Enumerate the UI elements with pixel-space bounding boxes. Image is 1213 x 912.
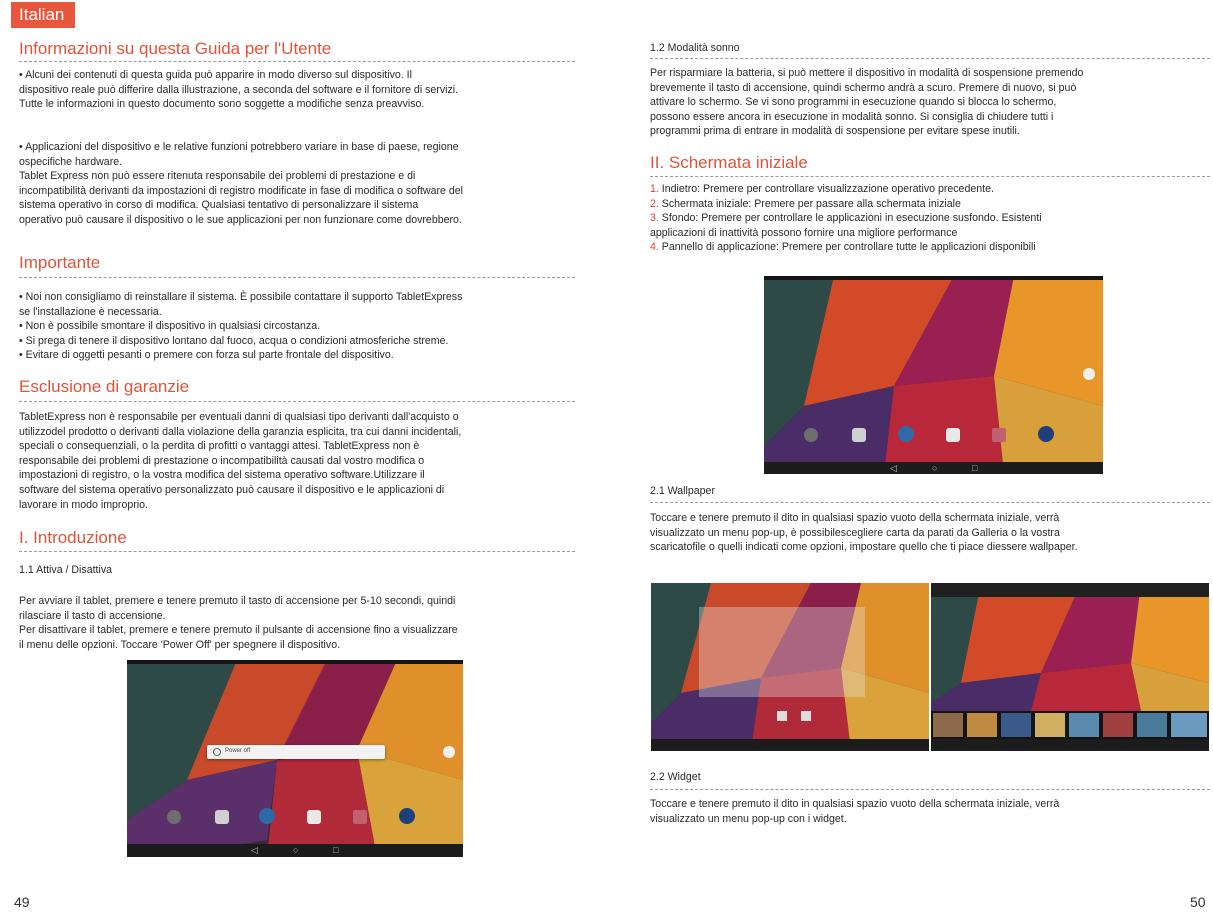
paragraph-widget: Toccare e tenere premuto il dito in qualsiasi spazio vuoto della schermata iniziale, verrà visualizzato un menu pop-up con i widget.: [650, 798, 1060, 825]
apps-button[interactable]: [443, 746, 455, 758]
power-icon: [213, 748, 221, 756]
divider: [650, 502, 1210, 503]
power-off-label: Power off: [225, 748, 251, 754]
home-icon[interactable]: ○: [293, 845, 299, 855]
list-item: 4. Pannello di applicazione: Premere per controllare tutte le applicazioni disponibili: [650, 241, 1036, 254]
camera-icon[interactable]: [852, 428, 866, 442]
section-title-guide: Informazioni su questa Guida per l'Utente: [19, 39, 332, 58]
list-item: 3. Sfondo: Premere per controllare le applicazioni in esecuzione susfondo. Esistenti: [650, 212, 1042, 225]
browser-icon[interactable]: [898, 426, 914, 442]
wallpaper-image: [931, 583, 1209, 751]
divider: [19, 551, 575, 552]
clock-icon[interactable]: [399, 808, 415, 824]
play-store-icon[interactable]: [307, 810, 321, 824]
apps-button[interactable]: [1083, 368, 1095, 380]
section-title-intro: I. Introduzione: [19, 528, 127, 547]
home-icon[interactable]: ○: [932, 463, 938, 473]
paragraph-wallpaper: Toccare e tenere premuto il dito in qualsiasi spazio vuoto della schermata iniziale, verrà visualizzato un menu pop-up, è possibilescegliere carta da parati da Galleria o la vostra scaricatofile o quelli indicati come opzioni, impostare quello che ti piace diessere wallpaper.: [650, 512, 1078, 554]
subsection-title-sleep: 1.2 Modalità sonno: [650, 42, 740, 54]
language-tab: Italian: [11, 2, 75, 28]
back-icon[interactable]: ◁: [251, 845, 258, 855]
page-number-left: 49: [14, 894, 30, 910]
list-item: applicazioni di inattività possono fornire una migliore performance: [650, 226, 958, 239]
recent-apps-icon[interactable]: □: [333, 845, 339, 855]
power-off-dialog[interactable]: [207, 745, 385, 759]
wallpaper-image: [764, 276, 1103, 474]
divider: [19, 401, 575, 402]
paragraph-guide-1: • Alcuni dei contenuti di questa guida può apparire in modo diverso sul dispositivo. Il dispositivo reale può differire dalla illustrazione, a seconda del software e il fornitore di servizi. Tutte le informazioni in questo documento sono soggette a modifiche senza preavviso.: [19, 69, 459, 111]
home-list: [650, 182, 1042, 255]
divider: [650, 789, 1210, 790]
tablet-screenshot-wallpaper-menu: [651, 583, 929, 751]
paragraph-guide-2: • Applicazioni del dispositivo e le relative funzioni potrebbero variare in base di paese, regione ospecifiche hardware. Tablet Express non può essere ritenuta responsabile dei problemi di prestazione e di incompatibilità derivanti da impostazioni di registro modificate in fase di modifica o software del sistema operativo in corso di modifica. Qualsiasi tentativo di personalizzare il sistema operativo può causare il dispositivo o le sue applicazioni per non funzionare come dovrebbero.: [19, 141, 463, 226]
gallery-icon[interactable]: [353, 810, 367, 824]
list-item: 1. Indietro: Premere per controllare visualizzazione operativo precedente.: [650, 183, 994, 195]
divider: [650, 176, 1210, 177]
tablet-screenshot-power-off: [127, 660, 463, 857]
wallpaper-image: [651, 583, 929, 751]
tablet-screenshot-home: [764, 276, 1103, 474]
play-store-icon[interactable]: [946, 428, 960, 442]
subsection-title-widget: 2.2 Widget: [650, 771, 701, 783]
wallpapers-option-icon[interactable]: [777, 711, 787, 721]
settings-icon[interactable]: [804, 428, 818, 442]
widgets-option-icon[interactable]: [801, 711, 811, 721]
recent-apps-icon[interactable]: □: [972, 463, 978, 473]
clock-icon[interactable]: [1038, 426, 1054, 442]
section-title-warranty: Esclusione di garanzie: [19, 377, 190, 396]
paragraph-warranty: TabletExpress non è responsabile per eventuali danni di qualsiasi tipo derivanti dall'acquisto o utilizzodel prodotto o derivanti dalla violazione della garanzia esplicita, tra cui danni incidentali, speciali o consequenziali, o la perdita di profitti o vantaggi attesi. TabletExpress non è responsabile dei problemi di prestazione o incompatibilità causati dal vostro modifica o impostazioni di registro, o la vostra modifica del sistema operativo software.Utilizzare il software del sistema operativo personalizzato può causare il dispositivo e le applicazioni di lavorare in modo improprio.: [19, 411, 462, 511]
paragraph-important: • Noi non consigliamo di reinstallare il sistema. È possibile contattare il supporto TabletExpress se l'installazione è necessaria. • Non è possibile smontare il dispositivo in qualsiasi circostanza. • Si prega di tenere il dispositivo lontano dal fuoco, acqua o condizioni atmosferiche streme. • Evitare di oggetti pesanti o premere con forza sul parte frontale del dispositivo.: [19, 291, 463, 362]
gallery-icon[interactable]: [992, 428, 1006, 442]
section-title-important: Importante: [19, 253, 101, 272]
list-item: 2. Schermata iniziale: Premere per passare alla schermata iniziale: [650, 197, 961, 210]
camera-icon[interactable]: [215, 810, 229, 824]
browser-icon[interactable]: [259, 808, 275, 824]
divider: [650, 58, 1210, 59]
tablet-screenshot-wallpaper-picker: [931, 583, 1209, 751]
divider: [19, 61, 575, 62]
page-number-right: 50: [1190, 894, 1206, 910]
paragraph-power: Per avviare il tablet, premere e tenere premuto il tasto di accensione per 5-10 secondi, quindi rilasciare il tasto di accensione. Per disattivare il tablet, premere e tenere premuto il pulsante di accensione fino a visualizzare il menu delle opzioni. Toccare 'Power Off' per spegnere il dispositivo.: [19, 595, 458, 651]
settings-icon[interactable]: [167, 810, 181, 824]
paragraph-sleep: Per risparmiare la batteria, si può mettere il dispositivo in modalità di sospensione premendo brevemente il tasto di accensione, quindi schermo andrà a scuro. Premere di nuovo, si può attivare lo schermo. Se vi sono programmi in esecuzione quando si blocca lo schermo, possono essere ancora in esecuzione in modalità sonno. Si consiglia di chiudere tutti i programmi prima di entrare in modalità di sospensione per evitare spese inutili.: [650, 67, 1084, 138]
subsection-title-power: 1.1 Attiva / Disattiva: [19, 564, 113, 576]
subsection-title-wallpaper: 2.1 Wallpaper: [650, 485, 715, 497]
divider: [19, 277, 575, 278]
back-icon[interactable]: ◁: [890, 463, 897, 473]
section-title-home: II. Schermata iniziale: [650, 153, 808, 172]
